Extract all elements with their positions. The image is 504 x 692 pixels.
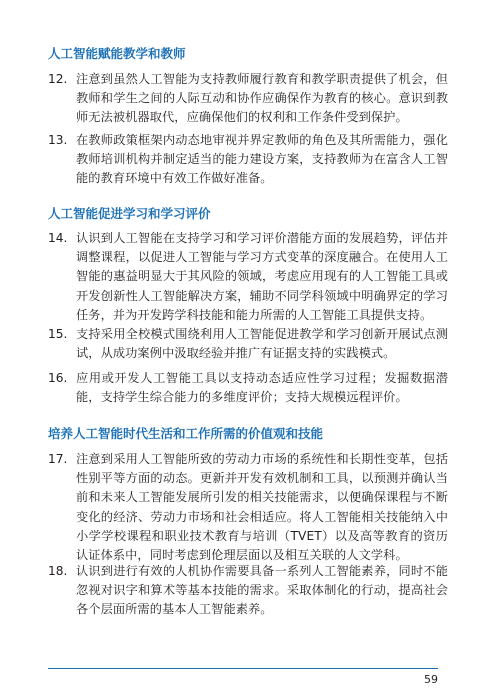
list-item-15: [48, 325, 448, 363]
item-text: 认识到进行有效的人机协作需要具备一系列人工智能素养，同时不能忽视对识字和算术等基本技能的需求。采取体制化的行动，提高社会各个层面所需的基本人工智能素养。: [76, 564, 448, 617]
item-number: 16.: [48, 371, 68, 385]
item-text: 支持采用全校模式围绕利用人工智能促进教学和学习创新开展试点测试，从成功案例中汲取经验并推广有证据支持的实践模式。: [76, 327, 448, 361]
item-number: 17.: [48, 452, 68, 466]
item-number: 12.: [48, 72, 68, 86]
list-item-12: [48, 70, 448, 128]
list-item-14: [48, 229, 448, 325]
list-item-17: [48, 450, 448, 565]
item-number: 18.: [48, 564, 68, 578]
page-number: 59: [424, 673, 438, 686]
item-number: 15.: [48, 327, 68, 341]
section-heading-skills: 培养人工智能时代生活和工作所需的价值观和技能: [48, 426, 324, 441]
list-item-16: [48, 369, 448, 407]
footer-divider: [48, 668, 438, 669]
item-text: 在教师政策框架内动态地审视并界定教师的角色及其所需能力，强化教师培训机构并制定适当的能力建设方案，支持教师为在富含人工智能的教育环境中有效工作做好准备。: [76, 133, 448, 186]
item-text: 注意到虽然人工智能为支持教师履行教育和教学职责提供了机会，但教师和学生之间的人际互动和协作应确保作为教育的核心。意识到教师无法被机器取代，应确保他们的权利和工作条件受到保护。: [76, 72, 448, 125]
item-text: 应用或开发人工智能工具以支持动态适应性学习过程；发掘数据潜能，支持学生综合能力的多维度评价；支持大规模远程评价。: [76, 371, 448, 405]
section-heading-teaching: 人工智能赋能教学和教师: [48, 46, 186, 61]
item-number: 14.: [48, 231, 68, 245]
item-text: 认识到人工智能在支持学习和学习评价潜能方面的发展趋势，评估并调整课程，以促进人工智能与学习方式变革的深度融合。在使用人工智能的惠益明显大于其风险的领域，考虑应用现有的人工智能工具或开发创新性人工智能解决方案，辅助不同学科领域中明确界定的学习任务，并为开发跨学科技能和能力所需的人工智能工具提供支持。: [76, 231, 448, 322]
list-item-18: [48, 562, 448, 620]
item-number: 13.: [48, 133, 68, 147]
item-text: 注意到采用人工智能所致的劳动力市场的系统性和长期性变革，包括性别平等方面的动态。更新并开发有效机制和工具，以预测并确认当前和未来人工智能发展所引发的相关技能需求，以便确保课程与不断变化的经济、劳动力市场和社会相适应。将人工智能相关技能纳入中小学学校课程和职业技术教育与培训（TVET）以及高等教育的资历认证体系中，同时考虑到伦理层面以及相互关联的人文学科。: [76, 452, 448, 563]
section-heading-learning: 人工智能促进学习和学习评价: [48, 206, 211, 221]
list-item-13: [48, 131, 448, 189]
